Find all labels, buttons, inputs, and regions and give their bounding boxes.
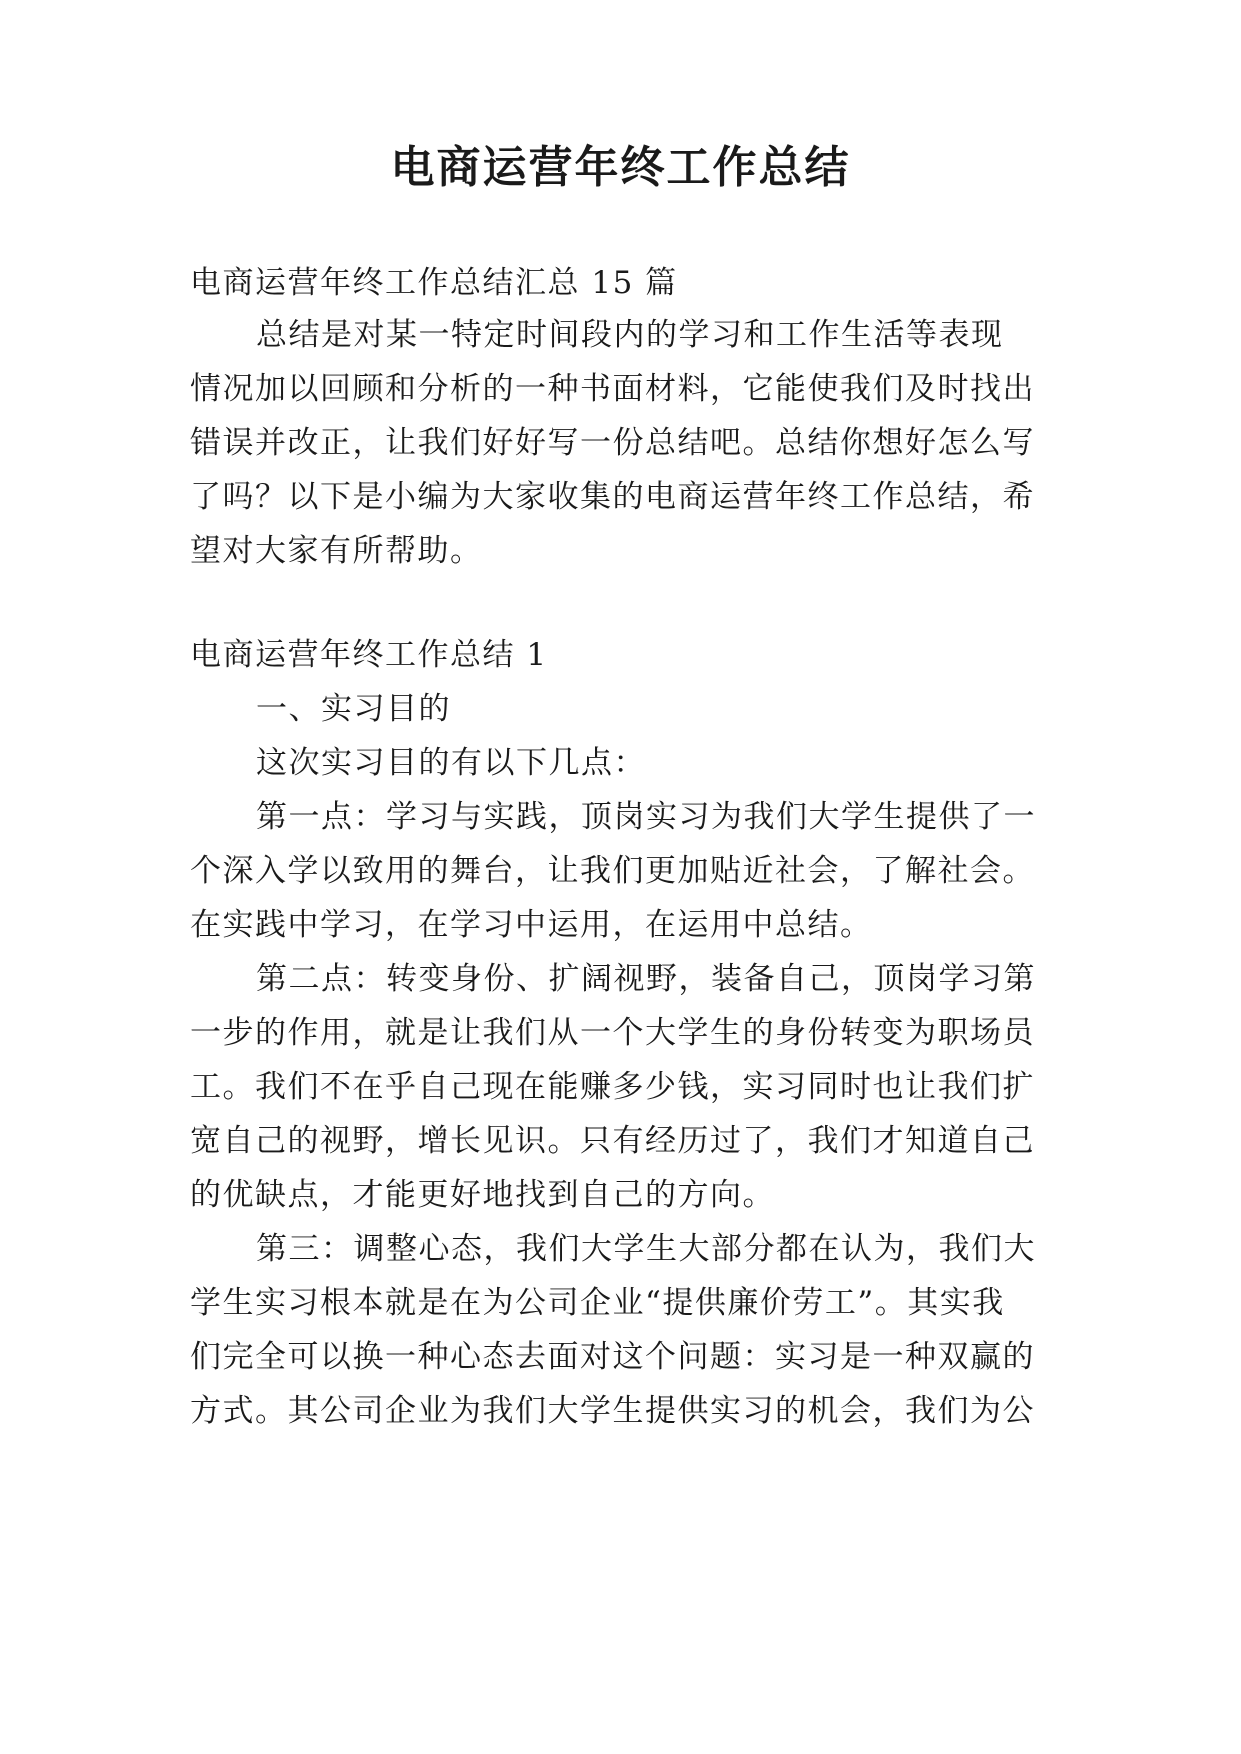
document-title: 电商运营年终工作总结 [390, 142, 851, 193]
intro-line: 了吗？以下是小编为大家收集的电商运营年终工作总结，希 [190, 479, 1035, 515]
body-line: 工。我们不在乎自己现在能赚多少钱，实习同时也让我们扩 [190, 1069, 1035, 1105]
body-line: 第二点：转变身份、扩阔视野，装备自己，顶岗学习第 [256, 961, 1036, 997]
body-line: 的优缺点，才能更好地找到自己的方向。 [190, 1177, 775, 1213]
intro-line: 情况加以回顾和分析的一种书面材料，它能使我们及时找出 [190, 371, 1035, 407]
section-heading: 电商运营年终工作总结 1 [190, 637, 548, 673]
document-subtitle: 电商运营年终工作总结汇总 15 篇 [190, 265, 678, 301]
body-line: 们完全可以换一种心态去面对这个问题：实习是一种双赢的 [190, 1339, 1035, 1375]
body-line: 一、实习目的 [256, 691, 451, 727]
body-line: 第一点：学习与实践，顶岗实习为我们大学生提供了一 [256, 799, 1036, 835]
intro-line: 望对大家有所帮助。 [190, 533, 483, 569]
body-line: 个深入学以致用的舞台，让我们更加贴近社会，了解社会。 [190, 853, 1035, 889]
intro-line: 错误并改正，让我们好好写一份总结吧。总结你想好怎么写 [190, 425, 1035, 461]
body-line: 一步的作用，就是让我们从一个大学生的身份转变为职场员 [190, 1015, 1035, 1051]
body-line: 第三：调整心态，我们大学生大部分都在认为，我们大 [256, 1231, 1036, 1267]
body-line: 这次实习目的有以下几点： [256, 745, 646, 781]
body-line: 在实践中学习，在学习中运用，在运用中总结。 [190, 907, 873, 943]
body-line: 宽自己的视野，增长见识。只有经历过了，我们才知道自己 [190, 1123, 1035, 1159]
intro-line: 总结是对某一特定时间段内的学习和工作生活等表现 [256, 317, 1004, 353]
body-line: 方式。其公司企业为我们大学生提供实习的机会，我们为公 [190, 1393, 1035, 1429]
body-line: 学生实习根本就是在为公司企业“提供廉价劳工”。其实我 [190, 1285, 1005, 1321]
